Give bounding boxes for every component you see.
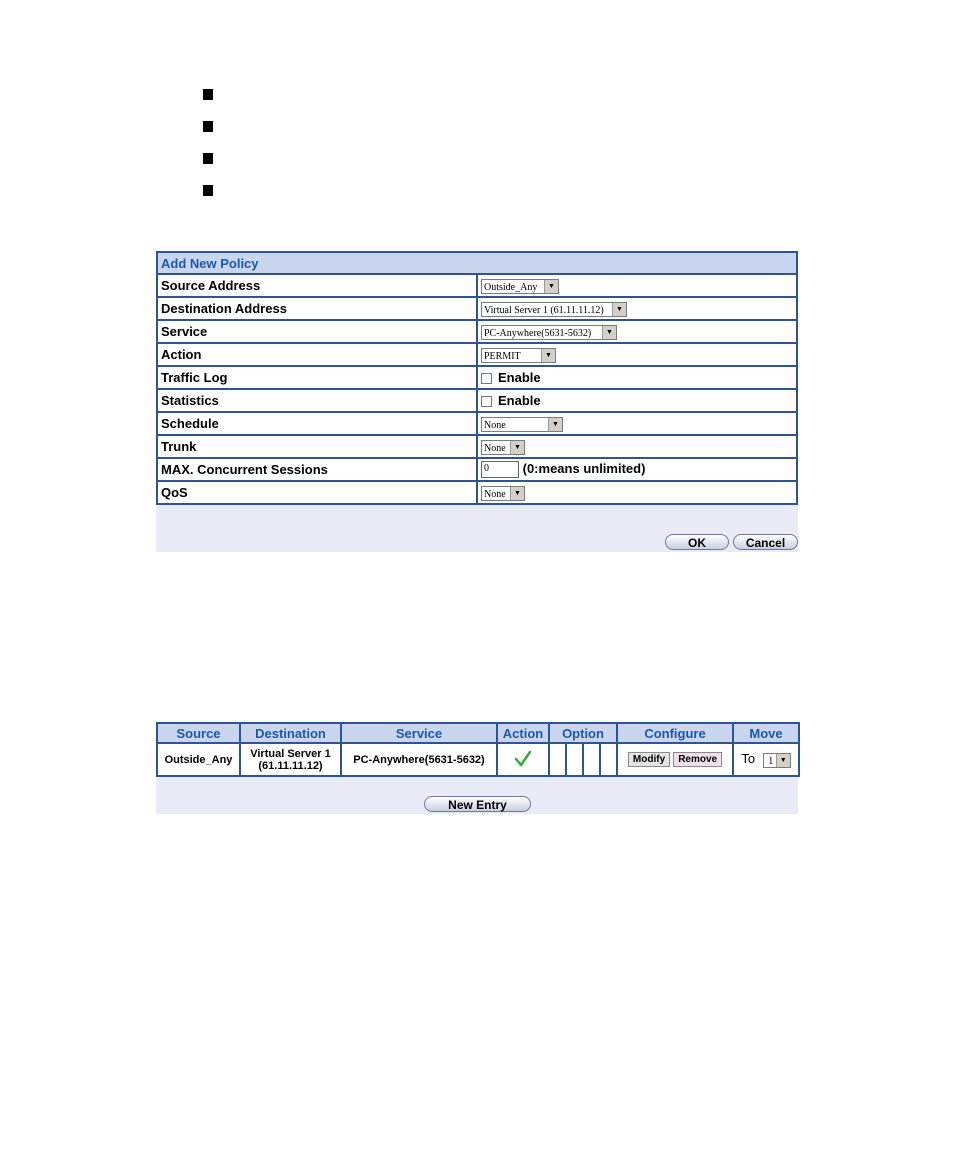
col-header-action: Action (497, 723, 549, 743)
trunk-value: None (484, 442, 506, 454)
policy-list-panel (156, 722, 798, 814)
row-option-cell (600, 743, 617, 776)
col-header-source: Source (157, 723, 240, 743)
col-header-option: Option (549, 723, 617, 743)
row-configure (617, 743, 733, 776)
chevron-down-icon[interactable]: ▼ (548, 418, 562, 431)
move-position-select[interactable] (763, 753, 791, 768)
row-destination-name: Virtual Server 1 (250, 747, 331, 760)
bullet-square-icon (203, 153, 213, 164)
qos-label: QoS (157, 481, 477, 504)
chevron-down-icon[interactable]: ▼ (541, 349, 555, 362)
row-action (497, 743, 549, 776)
row-move (733, 743, 799, 776)
move-position-value: 1 (768, 755, 774, 767)
action-label: Action (157, 343, 477, 366)
destination-address-label: Destination Address (157, 297, 477, 320)
action-select[interactable] (481, 348, 556, 363)
qos-select[interactable] (481, 486, 525, 501)
row-option-cell (566, 743, 583, 776)
trunk-select[interactable] (481, 440, 525, 455)
chevron-down-icon[interactable]: ▼ (544, 280, 558, 293)
source-address-label: Source Address (157, 274, 477, 297)
row-service: PC-Anywhere(5631-5632) (341, 743, 497, 776)
move-to-label: To (741, 751, 756, 767)
modify-button[interactable]: Modify (628, 752, 670, 767)
trunk-label: Trunk (157, 435, 477, 458)
service-label: Service (157, 320, 477, 343)
col-header-move: Move (733, 723, 799, 743)
traffic-log-label: Traffic Log (157, 366, 477, 389)
policy-table (156, 722, 800, 777)
chevron-down-icon[interactable]: ▼ (510, 487, 524, 500)
ok-button[interactable]: OK (665, 534, 729, 550)
row-option-cell (583, 743, 600, 776)
col-header-destination: Destination (240, 723, 341, 743)
table-row (157, 743, 799, 776)
add-policy-panel (156, 251, 798, 552)
bullet-square-icon (203, 121, 213, 132)
permit-check-icon (514, 750, 532, 767)
destination-address-select[interactable] (481, 302, 627, 317)
service-value: PC-Anywhere(5631-5632) (484, 327, 592, 339)
chevron-down-icon[interactable]: ▼ (612, 303, 626, 316)
col-header-service: Service (341, 723, 497, 743)
chevron-down-icon[interactable]: ▼ (602, 326, 616, 339)
row-destination (240, 743, 341, 776)
row-destination-ip: (61.11.11.12) (258, 759, 323, 772)
max-sessions-hint: (0:means unlimited) (522, 460, 646, 476)
remove-button[interactable]: Remove (673, 752, 722, 767)
action-value: PERMIT (484, 350, 521, 362)
schedule-select[interactable] (481, 417, 563, 432)
source-address-value: Outside_Any (484, 281, 538, 293)
qos-value: None (484, 488, 506, 500)
bullet-list (203, 89, 213, 217)
statistics-checkbox[interactable] (481, 396, 492, 407)
traffic-log-checkbox[interactable] (481, 373, 492, 384)
chevron-down-icon[interactable]: ▼ (510, 441, 524, 454)
col-header-configure: Configure (617, 723, 733, 743)
bullet-square-icon (203, 185, 213, 196)
statistics-label: Statistics (157, 389, 477, 412)
add-policy-form (156, 251, 798, 505)
form-title: Add New Policy (157, 252, 797, 274)
source-address-select[interactable] (481, 279, 559, 294)
cancel-button[interactable]: Cancel (733, 534, 798, 550)
max-sessions-label: MAX. Concurrent Sessions (157, 458, 477, 481)
row-option-cell (549, 743, 566, 776)
max-sessions-input[interactable]: 0 (481, 461, 519, 478)
bullet-square-icon (203, 89, 213, 100)
destination-address-value: Virtual Server 1 (61.11.11.12) (484, 304, 604, 316)
schedule-value: None (484, 419, 506, 431)
row-source: Outside_Any (157, 743, 240, 776)
service-select[interactable] (481, 325, 617, 340)
traffic-log-enable-label: Enable (498, 370, 541, 385)
new-entry-button[interactable]: New Entry (424, 796, 531, 812)
schedule-label: Schedule (157, 412, 477, 435)
chevron-down-icon[interactable]: ▼ (776, 754, 790, 767)
statistics-enable-label: Enable (498, 393, 541, 408)
